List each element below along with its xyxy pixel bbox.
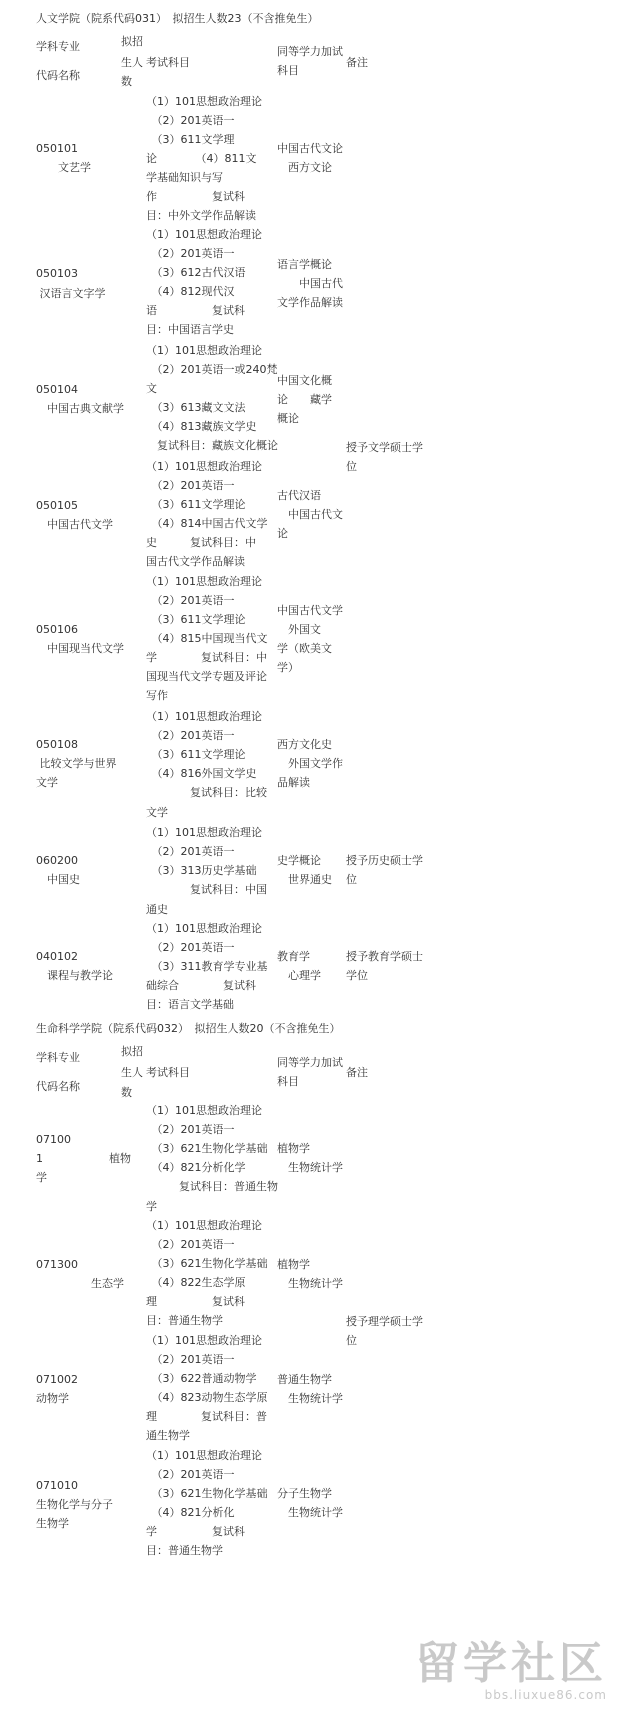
subject-line: 国现当代文学专题及评论	[146, 670, 267, 683]
subject-line: 学 复试科目：中	[146, 651, 267, 664]
subject-line: 目：中国语言学史	[146, 323, 234, 336]
extra-line: 外国文学作	[277, 757, 343, 770]
row-code: 071010	[36, 1479, 78, 1492]
row-name: 1 植物	[36, 1152, 131, 1165]
subject-line: 理 复试科	[146, 1295, 245, 1308]
subject-line: 写作	[146, 689, 168, 702]
subject-line: （2）201英语一	[146, 594, 235, 607]
row-name: 学	[36, 1171, 47, 1184]
row-name: 生物学	[36, 1517, 69, 1530]
subject-line: 语 复试科	[146, 304, 245, 317]
subject-line: 文学	[146, 806, 168, 819]
subject-line: （2）201英语一	[146, 1353, 235, 1366]
subject-line: 理 复试科目：普	[146, 1410, 267, 1423]
header-num-2: 生人	[121, 1066, 143, 1079]
subject-line: 通生物学	[146, 1429, 190, 1442]
extra-line: 中国古代文学	[277, 604, 343, 617]
subject-line: （4）815中国现当代文	[146, 632, 268, 645]
subject-line: （2）201英语一	[146, 1238, 235, 1251]
extra-line: 论	[277, 527, 288, 540]
header-num-1: 拟招	[121, 1045, 143, 1058]
subject-line: 通史	[146, 903, 168, 916]
watermark-url: bbs.liuxue86.com	[484, 1688, 607, 1702]
subject-line: （1）101思想政治理论	[146, 95, 262, 108]
subject-line: （2）201英语一	[146, 729, 235, 742]
subject-line: （1）101思想政治理论	[146, 344, 262, 357]
subject-line: （3）621生物化学基础	[146, 1487, 268, 1500]
note-line: 学位	[346, 969, 368, 982]
note-line: 授予教育学硕士	[346, 950, 423, 963]
subject-line: 复试科目：中国	[146, 883, 267, 896]
extra-line: 分子生物学	[277, 1487, 332, 1500]
note-line: 授予文学硕士学	[346, 441, 423, 454]
extra-line: 生物统计学	[277, 1161, 343, 1174]
header-code-2: 代码名称	[36, 1080, 80, 1093]
subject-line: （2）201英语一	[146, 114, 235, 127]
subject-line: 学	[146, 1200, 157, 1213]
subject-line: 复试科目：普通生物	[146, 1180, 278, 1193]
extra-line: 概论	[277, 412, 299, 425]
row-name: 比较文学与世界	[36, 757, 117, 770]
subject-line: 复试科目：比较	[146, 786, 267, 799]
subject-line: （4）821分析化学	[146, 1161, 246, 1174]
subject-line: （1）101思想政治理论	[146, 710, 262, 723]
extra-line: 文学作品解读	[277, 296, 343, 309]
subject-line: 文	[146, 382, 157, 395]
header-note: 备注	[346, 56, 368, 69]
subject-line: （1）101思想政治理论	[146, 228, 262, 241]
header-subjects: 考试科目	[146, 1066, 190, 1079]
subject-line: （1）101思想政治理论	[146, 1334, 262, 1347]
site-watermark-logo	[415, 1640, 607, 1702]
extra-line: 植物学	[277, 1142, 310, 1155]
subject-line: 复试科目：藏族文化概论	[146, 439, 278, 452]
subject-line: （3）313历史学基础	[146, 864, 257, 877]
note-line: 位	[346, 460, 357, 473]
row-name: 课程与教学论	[36, 969, 113, 982]
subject-line: （3）621生物化学基础	[146, 1142, 268, 1155]
extra-line: 心理学	[277, 969, 321, 982]
extra-line: 学（欧美文	[277, 642, 332, 655]
extra-line: 语言学概论	[277, 258, 332, 271]
extra-line: 西方文论	[277, 161, 332, 174]
subject-line: （3）622普通动物学	[146, 1372, 257, 1385]
watermark-title: 留学社区	[415, 1638, 607, 1689]
extra-line: 中国古代文论	[277, 142, 343, 155]
subject-line: （1）101思想政治理论	[146, 922, 262, 935]
row-code: 050104	[36, 383, 78, 396]
section-title-life-sciences: 生命科学学院（院系代码032） 拟招生人数20（不含推免生）	[36, 1022, 341, 1035]
row-name: 中国古代文学	[36, 518, 113, 531]
subject-line: （4）813藏族文学史	[146, 420, 257, 433]
subject-line: 论 （4）811文	[146, 152, 257, 165]
header-code-1: 学科专业	[36, 40, 80, 53]
extra-line: 学）	[277, 661, 299, 674]
extra-line: 普通生物学	[277, 1373, 332, 1386]
extra-line: 生物统计学	[277, 1392, 343, 1405]
subject-line: （1）101思想政治理论	[146, 1449, 262, 1462]
subject-line: （3）621生物化学基础	[146, 1257, 268, 1270]
row-name: 生物化学与分子	[36, 1498, 113, 1511]
row-name: 汉语言文字学	[36, 287, 106, 300]
subject-line: （2）201英语一	[146, 479, 235, 492]
header-extra-2: 科目	[277, 64, 299, 77]
extra-line: 植物学	[277, 1258, 310, 1271]
subject-line: （1）101思想政治理论	[146, 1104, 262, 1117]
subject-line: 国古代文学作品解读	[146, 555, 245, 568]
header-subjects: 考试科目	[146, 56, 190, 69]
subject-line: （1）101思想政治理论	[146, 460, 262, 473]
header-num-2: 生人	[121, 56, 143, 69]
note-line: 授予理学硕士学	[346, 1315, 423, 1328]
extra-line: 中国文化概	[277, 374, 332, 387]
subject-line: （4）821分析化	[146, 1506, 235, 1519]
header-code-1: 学科专业	[36, 1051, 80, 1064]
subject-line: （3）611文学理论	[146, 748, 246, 761]
subject-line: （2）201英语一	[146, 941, 235, 954]
header-code-2: 代码名称	[36, 69, 80, 82]
header-num-3: 数	[121, 1086, 132, 1099]
header-extra-1: 同等学力加试	[277, 45, 343, 58]
extra-line: 古代汉语	[277, 489, 321, 502]
row-name: 中国现当代文学	[36, 642, 124, 655]
subject-line: （3）611文学理	[146, 133, 235, 146]
row-code: 07100	[36, 1133, 71, 1146]
subject-line: （3）311教育学专业基	[146, 960, 268, 973]
row-code: 050106	[36, 623, 78, 636]
subject-line: 史 复试科目：中	[146, 536, 256, 549]
header-note: 备注	[346, 1066, 368, 1079]
row-name: 文艺学	[36, 161, 91, 174]
subject-line: 础综合 复试科	[146, 979, 256, 992]
subject-line: （1）101思想政治理论	[146, 1219, 262, 1232]
row-name: 动物学	[36, 1392, 69, 1405]
subject-line: （3）612古代汉语	[146, 266, 246, 279]
row-name: 中国史	[36, 873, 80, 886]
row-code: 071002	[36, 1373, 78, 1386]
extra-line: 世界通史	[277, 873, 332, 886]
subject-line: （4）823动物生态学原	[146, 1391, 268, 1404]
header-num-3: 数	[121, 75, 132, 88]
subject-line: 目：中外文学作品解读	[146, 209, 256, 222]
row-code: 050103	[36, 267, 78, 280]
subject-line: 目：普通生物学	[146, 1544, 223, 1557]
extra-line: 品解读	[277, 776, 310, 789]
subject-line: （2）201英语一	[146, 1123, 235, 1136]
subject-line: （3）611文学理论	[146, 498, 246, 511]
section-title-humanities: 人文学院（院系代码031） 拟招生人数23（不含推免生）	[36, 12, 319, 25]
row-code: 050105	[36, 499, 78, 512]
extra-line: 外国文	[277, 623, 321, 636]
subject-line: （4）816外国文学史	[146, 767, 257, 780]
subject-line: （3）611文学理论	[146, 613, 246, 626]
extra-line: 中国古代文	[277, 508, 343, 521]
row-code: 040102	[36, 950, 78, 963]
subject-line: 作 复试科	[146, 190, 245, 203]
subject-line: （2）201英语一	[146, 247, 235, 260]
subject-line: （4）822生态学原	[146, 1276, 246, 1289]
row-code: 050101	[36, 142, 78, 155]
extra-line: 中国古代	[277, 277, 343, 290]
subject-line: （4）812现代汉	[146, 285, 235, 298]
subject-line: （2）201英语一或240梵	[146, 363, 278, 376]
extra-line: 生物统计学	[277, 1506, 343, 1519]
subject-line: （2）201英语一	[146, 1468, 235, 1481]
header-num-1: 拟招	[121, 35, 143, 48]
row-name: 文学	[36, 776, 58, 789]
row-code: 050108	[36, 738, 78, 751]
subject-line: 目：普通生物学	[146, 1314, 223, 1327]
extra-line: 西方文化史	[277, 738, 332, 751]
note-line: 位	[346, 1334, 357, 1347]
row-code: 071300	[36, 1258, 78, 1271]
subject-line: 目：语言文学基础	[146, 998, 234, 1011]
note-line: 授予历史硕士学	[346, 854, 423, 867]
subject-line: 学基础知识与写	[146, 171, 223, 184]
row-code: 060200	[36, 854, 78, 867]
note-line: 位	[346, 873, 357, 886]
subject-line: （3）613藏文文法	[146, 401, 246, 414]
header-extra-2: 科目	[277, 1075, 299, 1088]
row-name: 生态学	[36, 1277, 124, 1290]
subject-line: （1）101思想政治理论	[146, 826, 262, 839]
subject-line: （1）101思想政治理论	[146, 575, 262, 588]
extra-line: 教育学	[277, 950, 310, 963]
extra-line: 论 藏学	[277, 393, 332, 406]
header-extra-1: 同等学力加试	[277, 1056, 343, 1069]
extra-line: 史学概论	[277, 854, 321, 867]
subject-line: （4）814中国古代文学	[146, 517, 268, 530]
extra-line: 生物统计学	[277, 1277, 343, 1290]
subject-line: 学 复试科	[146, 1525, 245, 1538]
row-name: 中国古典文献学	[36, 402, 124, 415]
subject-line: （2）201英语一	[146, 845, 235, 858]
